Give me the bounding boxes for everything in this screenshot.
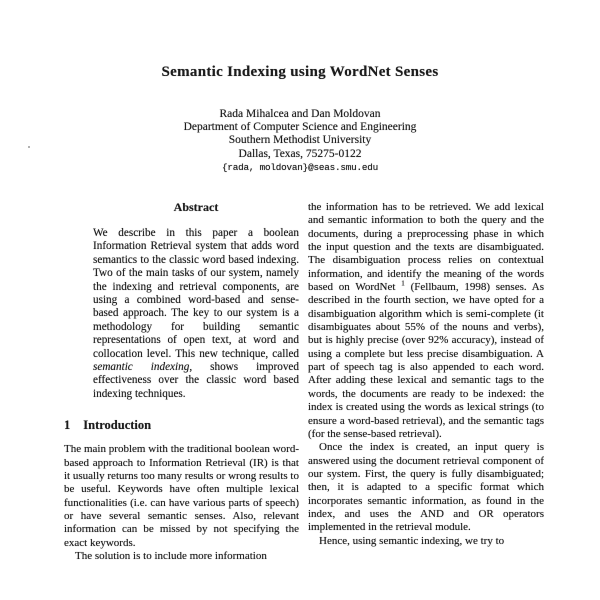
intro-paragraph-2-partial: The solution is to include more information <box>75 550 267 563</box>
abstract-text-end: , shows improved effectiveness over the classic word based indexing techniques. <box>93 361 299 400</box>
affiliation-line-department: Department of Computer Science and Engineering <box>183 121 417 134</box>
section-1-heading <box>64 418 299 433</box>
scan-speck-artifact <box>28 146 30 148</box>
right-paragraph-2: Once the index is created, an input query is answered using the document retrieval component of our system. First, the query is fully disambiguated; then, it is adapted to a specific format which incorporates semantic information, as found in the index, and uses the AND and OR operators implemented in the retrieval module. <box>308 441 544 534</box>
email-line: {rada, moldovan}@seas.smu.edu <box>222 161 378 173</box>
intro-paragraph-1: The main problem with the traditional boolean word-based approach to Information Retrieval (IR) is that it usually returns too many results or wrong results to be useful. Keywords have often multiple lexical functionalities (i.e. can have various parts of speech) or have several semantic senses. Also, relevant information can be missed by not specifying the exact keywords. <box>64 443 299 549</box>
author-block <box>0 108 600 174</box>
left-column <box>64 200 299 563</box>
right-paragraph-1-end: (Fellbaum, 1998) senses. As described in the fourth section, we have opted for a disambiguation algorithm which is semi-complete (it disambiguates about 55% of the nouns and verbs), but is highly precise (over 92% accuracy), instead of using a complete but less precise disambiguation. A part of speech tag is also appended to each word. After adding these lexical and semantic tags to the words, the documents are ready to be indexed: the index is created using the words as lexical strings (to ensure a word-based retrieval), and the semantic tags (for the sense-based retrieval). <box>308 281 544 440</box>
abstract-body <box>93 227 299 401</box>
authors-line: Rada Mihalcea and Dan Moldovan <box>219 108 381 120</box>
affiliation-line-university: Southern Methodist University <box>228 134 372 147</box>
section-1-number: 1 <box>64 418 71 433</box>
right-column <box>308 201 544 600</box>
abstract-heading: Abstract <box>173 200 219 214</box>
paper-title: Semantic Indexing using WordNet Senses <box>161 64 439 80</box>
right-paragraph-1 <box>308 201 544 441</box>
footnote-marker-1: 1 <box>401 278 405 288</box>
abstract-section <box>93 200 299 401</box>
affiliation-line-city: Dallas, Texas, 75275-0122 <box>238 147 362 160</box>
section-1-title: Introduction <box>83 418 152 433</box>
right-paragraph-3-partial: Hence, using semantic indexing, we try to <box>319 534 505 547</box>
abstract-italic-term: semantic indexing <box>93 361 190 374</box>
abstract-text-start: We describe in this paper a boolean Information Retrieval system that adds word semantics to the classic word based indexing. Two of the main tasks of our system, namely the indexing and retrieval components, are using a combined word-based and sense-based approach. The key to our system is a methodology for building semantic representations of open text, at word and collocation level. This new technique, called <box>93 227 299 360</box>
right-paragraph-1-start: the information has to be retrieved. We add lexical and semantic information to both the query and the documents, during a preprocessing phase in which the input question and the texts are disambiguated. The disambiguation process relies on contextual information, and identify the meaning of the words based on WordNet <box>308 201 544 294</box>
